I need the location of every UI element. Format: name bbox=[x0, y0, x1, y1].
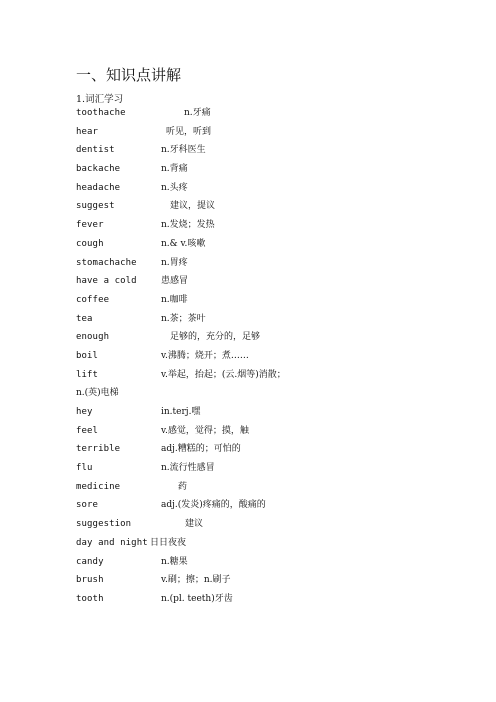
vocab-word: dentist bbox=[76, 145, 115, 156]
vocab-definition: n.& v.咳嗽 bbox=[161, 238, 206, 249]
vocab-word: hear bbox=[76, 126, 99, 137]
vocab-row bbox=[76, 179, 436, 198]
vocab-word: hey bbox=[76, 407, 93, 417]
vocab-row bbox=[76, 571, 436, 590]
vocab-row bbox=[76, 328, 436, 347]
vocab-definition: n.流行性感冒 bbox=[161, 463, 215, 474]
subsection-title: 1.词汇学习 bbox=[76, 94, 124, 105]
section-title: 一、知识点讲解 bbox=[76, 66, 182, 84]
vocabulary-list bbox=[76, 104, 436, 609]
vocab-definition: v.感觉，觉得；摸，触 bbox=[161, 425, 249, 436]
vocab-definition: 建议 bbox=[185, 519, 204, 530]
vocab-word: sore bbox=[76, 500, 99, 511]
vocab-row bbox=[76, 478, 436, 497]
vocab-word: have a cold bbox=[76, 276, 137, 287]
vocab-definition: 听见，听到 bbox=[166, 126, 212, 137]
vocab-word: candy bbox=[76, 556, 104, 567]
vocab-row bbox=[76, 235, 436, 254]
vocab-definition-continuation: n.(英)电梯 bbox=[76, 388, 119, 399]
vocab-row bbox=[76, 422, 436, 441]
vocab-word: suggestion bbox=[76, 519, 132, 530]
vocab-row bbox=[76, 310, 436, 329]
vocab-definition: 日日夜夜 bbox=[150, 537, 187, 548]
vocab-word: boil bbox=[76, 350, 99, 361]
vocab-definition: n.(pl. teeth)牙齿 bbox=[161, 593, 233, 604]
vocab-row bbox=[76, 216, 436, 235]
vocab-definition: 建议，提议 bbox=[170, 201, 216, 212]
vocab-word: feel bbox=[76, 425, 99, 436]
vocab-definition: n.头疼 bbox=[161, 182, 188, 193]
vocab-word: lift bbox=[76, 369, 99, 380]
vocab-row bbox=[76, 590, 436, 609]
vocab-definition: n.背痛 bbox=[161, 164, 188, 175]
vocab-word: medicine bbox=[76, 481, 121, 492]
vocab-word: terrible bbox=[76, 444, 121, 455]
vocab-word: brush bbox=[76, 575, 104, 586]
vocab-row bbox=[76, 553, 436, 572]
vocab-row bbox=[76, 272, 436, 291]
vocab-word: day and night bbox=[76, 537, 148, 548]
vocab-word: enough bbox=[76, 332, 110, 343]
vocab-word: coffee bbox=[76, 294, 110, 305]
vocab-row bbox=[76, 141, 436, 160]
vocab-word: stomachache bbox=[76, 257, 137, 268]
vocab-row bbox=[76, 403, 436, 422]
vocab-definition: n.咖啡 bbox=[161, 294, 188, 305]
vocab-word: toothache bbox=[76, 108, 126, 118]
vocab-definition: 药 bbox=[178, 481, 188, 492]
vocab-row bbox=[76, 347, 436, 366]
vocab-definition: v.刷；擦；n.刷子 bbox=[161, 575, 231, 586]
vocab-definition: v.举起，抬起；(云.烟等)消散； bbox=[161, 369, 286, 380]
vocab-definition: v.沸腾；烧开；煮…… bbox=[161, 350, 249, 361]
vocab-row bbox=[76, 440, 436, 459]
vocab-row bbox=[76, 534, 436, 553]
vocab-word: cough bbox=[76, 238, 104, 249]
vocab-definition: n.牙科医生 bbox=[161, 145, 206, 156]
vocab-row bbox=[76, 104, 436, 123]
vocab-definition: adj.(发炎)疼痛的，酸痛的 bbox=[161, 500, 266, 511]
vocab-word: backache bbox=[76, 164, 121, 175]
vocab-row bbox=[76, 459, 436, 478]
vocab-row bbox=[76, 197, 436, 216]
vocab-definition: n.茶；茶叶 bbox=[161, 313, 206, 324]
vocab-word: suggest bbox=[76, 201, 115, 212]
vocab-word: headache bbox=[76, 182, 121, 193]
vocab-word: flu bbox=[76, 463, 93, 474]
vocab-row bbox=[76, 160, 436, 179]
vocab-word: tooth bbox=[76, 593, 104, 604]
vocab-row bbox=[76, 366, 436, 385]
vocab-word: tea bbox=[76, 313, 93, 324]
vocab-row bbox=[76, 515, 436, 534]
vocab-word: fever bbox=[76, 220, 104, 231]
vocab-row bbox=[76, 254, 436, 273]
vocab-definition: n.糖果 bbox=[161, 556, 188, 567]
vocab-definition: 足够的，充分的，足够 bbox=[170, 332, 261, 343]
vocab-definition: n.牙痛 bbox=[184, 108, 211, 118]
vocab-definition: 患感冒 bbox=[161, 276, 189, 287]
vocab-definition: in.terj.嘿 bbox=[161, 407, 201, 417]
vocab-definition: n.胃疼 bbox=[161, 257, 188, 268]
vocab-row bbox=[76, 291, 436, 310]
vocab-definition: adj.糟糕的；可怕的 bbox=[161, 444, 241, 455]
vocab-row bbox=[76, 123, 436, 142]
vocab-definition: n.发烧；发热 bbox=[161, 220, 215, 231]
vocab-row bbox=[76, 496, 436, 515]
